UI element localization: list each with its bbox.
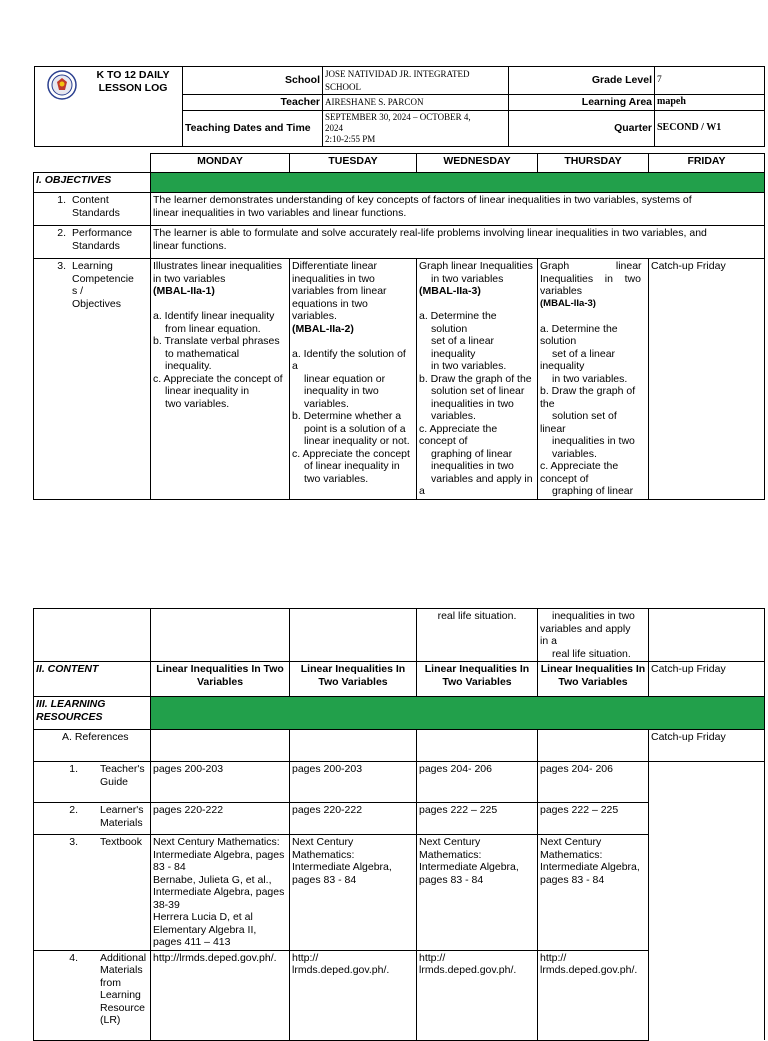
cell-line: Next Century Mathematics: [153, 836, 280, 848]
cell-line: Inequalities in two [540, 272, 641, 285]
thursday-continued [538, 609, 649, 662]
cell-line: of linear inequality in [304, 460, 400, 472]
additional-materials-label: 4. Additional Materials from Learning Resource (LR) [34, 950, 151, 1040]
lm-monday: pages 220-222 [151, 803, 290, 835]
cell-line: http:// [419, 951, 446, 964]
tg-wednesday: pages 204- 206 [417, 762, 538, 803]
cell-line: c. Appreciate the concept [292, 447, 410, 460]
tg-monday: pages 200-203 [151, 762, 290, 803]
cell-line: a. Determine the [540, 322, 618, 335]
cell-line: Intermediate Algebra, [292, 861, 392, 873]
resources-table [33, 608, 765, 1041]
cell-line: two variables. [165, 397, 230, 410]
cell-line: in two variables. [431, 360, 507, 372]
cell-line: b. Draw the graph of [540, 385, 636, 397]
content-wednesday: Linear Inequalities In Two Variables [417, 662, 538, 697]
cell-line: the [540, 397, 555, 410]
cell-line [540, 310, 646, 323]
am-thursday [538, 950, 649, 1040]
cell-line: (MBAL-IIa-2) [292, 322, 354, 335]
performance-standards-text: The learner is able to formulate and solve accurately real-life problems involving linear inequalities in two variables, and linear functions. [151, 226, 765, 259]
cell-line: pages 83 - 84 [540, 873, 605, 886]
cell-line: Elementary Algebra II, [153, 923, 257, 936]
day-header-monday: MONDAY [151, 154, 290, 173]
content-heading: II. CONTENT [34, 662, 151, 697]
tg-thursday: pages 204- 206 [538, 762, 649, 803]
cell-line: solution set of [552, 410, 617, 422]
wednesday-objectives [417, 259, 538, 500]
cell-line: inequalities in two [431, 460, 514, 472]
learners-materials-label: 2. Learner's Materials [34, 803, 151, 835]
cell-line: c. Appreciate the [419, 422, 498, 435]
cell-line: real life situation. [552, 647, 631, 660]
cell-line: variables. [304, 397, 349, 410]
cell-line: Mathematics: [540, 848, 603, 861]
cell-line: variables from linear [292, 285, 387, 297]
area-label: Learning Area [509, 95, 655, 111]
cell-line: (MBAL-IIa-3) [419, 285, 481, 297]
cell-line: a [419, 485, 425, 497]
teacher-label: Teacher [183, 95, 323, 111]
cell-line: graphing of linear [431, 447, 513, 460]
cell-line: Intermediate Algebra, [419, 861, 519, 873]
area-value: mapeh [655, 95, 765, 111]
textbook-label: 3. Textbook [34, 835, 151, 951]
cell-line: in two variables. [552, 372, 628, 385]
cell-line: lrmds.deped.gov.ph/. [540, 964, 638, 976]
cell-line: c. Appreciate the [540, 460, 619, 472]
tb-wednesday [417, 835, 538, 951]
cell-line: pages 83 - 84 [419, 873, 484, 886]
day-header-friday: FRIDAY [649, 154, 765, 173]
cell-line: inequality [540, 360, 585, 372]
cell-line: a. Identify the solution of [292, 347, 406, 360]
cell-line: Intermediate Algebra, [540, 861, 640, 873]
cell-line [292, 335, 414, 348]
tuesday-objectives [290, 259, 417, 500]
am-monday: http://lrmds.deped.gov.ph/. [151, 950, 290, 1040]
lm-tuesday: pages 220-222 [290, 803, 417, 835]
cell-line: in two variables [153, 272, 226, 285]
cell-line: Differentiate linear [292, 260, 378, 272]
cell-line: Graph linear [540, 260, 642, 272]
cell-line: variables and apply in [431, 472, 533, 485]
cell-line: lrmds.deped.gov.ph/. [292, 964, 390, 976]
cell-line: c. Appreciate the concept of [153, 372, 283, 385]
resources-green-bar [151, 697, 765, 730]
day-header-tuesday: TUESDAY [290, 154, 417, 173]
wednesday-continued: real life situation. [417, 609, 538, 662]
learning-resources-heading: III. LEARNING RESOURCES [34, 697, 151, 730]
cell-line: b. Determine whether a [292, 410, 402, 422]
cell-line: inequality. [165, 360, 212, 372]
dates-value: SEPTEMBER 30, 2024 – OCTOBER 4, 2024 2:10-2:55 PM [323, 110, 509, 146]
day-header-thursday: THURSDAY [538, 154, 649, 173]
lm-wednesday: pages 222 – 225 [417, 803, 538, 835]
cell-line: in two variables [431, 272, 504, 285]
cell-line: set of a linear [431, 335, 495, 347]
cell-line: in a [540, 635, 557, 647]
objectives-green-bar [151, 173, 765, 193]
dates-label: Teaching Dates and Time [183, 110, 323, 146]
quarter-value: SECOND / W1 [655, 110, 765, 146]
cell-line: Mathematics: [292, 848, 355, 861]
header-table [34, 66, 765, 147]
quarter-label: Quarter [509, 110, 655, 146]
doc-title-line2: LESSON LOG [98, 81, 168, 94]
cell-line: inequalities in two [292, 272, 375, 285]
cell-line: lrmds.deped.gov.ph/. [419, 964, 517, 976]
cell-line [419, 298, 535, 311]
cell-line: Next Century [419, 836, 481, 848]
cell-line: 83 - 84 [153, 861, 186, 873]
cell-line: graphing of linear [552, 485, 634, 497]
content-monday: Linear Inequalities In Two Variables [151, 662, 290, 697]
cell-line: equations in two [292, 297, 368, 310]
cell-line: a. Identify linear inequality [153, 310, 275, 322]
cell-line: inequality [431, 347, 476, 360]
cell-line: solution [540, 335, 577, 347]
cell-line: to mathematical [165, 347, 240, 360]
cell-line: http:// [540, 951, 567, 964]
cell-line: Illustrates linear inequalities [153, 260, 282, 272]
cell-line: (LR) [100, 1014, 121, 1026]
content-friday: Catch-up Friday [649, 662, 765, 697]
cell-line: two variables. [304, 472, 369, 485]
monday-objectives [151, 259, 290, 500]
cell-line: from linear equation. [165, 322, 261, 335]
cell-line: inequalities in two [431, 397, 514, 410]
tb-thursday [538, 835, 649, 951]
content-thursday: Linear Inequalities In Two Variables [538, 662, 649, 697]
cell-line: (MBAL-IIa-3) [540, 297, 596, 309]
content-tuesday: Linear Inequalities In Two Variables [290, 662, 417, 697]
tg-tuesday: pages 200-203 [290, 762, 417, 803]
cell-line [153, 298, 287, 311]
cell-line: Herrera Lucia D, et al [153, 911, 253, 923]
cell-line: Intermediate Algebra, pages [153, 848, 285, 861]
tb-tuesday [290, 835, 417, 951]
cell-line: Graph linear Inequalities [419, 260, 533, 272]
teachers-guide-label: 1. Teacher's Guide [34, 762, 151, 803]
grade-value: 7 [655, 67, 765, 95]
cell-line: concept of [419, 435, 468, 447]
day-header-wednesday: WEDNESDAY [417, 154, 538, 173]
lm-thursday: pages 222 – 225 [538, 803, 649, 835]
content-standards-text: The learner demonstrates understanding of key concepts of factors of linear inequalities in two variables, systems of linear inequalities in two variables and linear functions. [151, 193, 765, 226]
cell-line: variables. [292, 310, 337, 322]
cell-line: b. Draw the graph of the [419, 372, 532, 385]
logo-cell [35, 67, 183, 147]
thursday-objectives [538, 259, 649, 500]
cell-line: (MBAL-IIa-1) [153, 285, 215, 297]
cell-line: variables [540, 285, 583, 297]
cell-line: a [292, 360, 298, 372]
cell-line: variables. [552, 447, 597, 460]
cell-line: linear inequality or not. [304, 435, 410, 447]
cell-line: inequalities in two [552, 435, 635, 447]
am-tuesday [290, 950, 417, 1040]
cell-line: linear [540, 422, 566, 435]
teacher-value: AIRESHANE S. PARCON [323, 95, 509, 111]
cell-line: set of a linear [552, 347, 616, 360]
cell-line: from [100, 976, 121, 989]
content-standards-label: 1. Content Standards [34, 193, 151, 226]
learning-competencies-label: 3. Learning Competencie s / Objectives [34, 259, 151, 500]
school-value: JOSE NATIVIDAD JR. INTEGRATED SCHOOL [323, 67, 509, 95]
friday-objectives: Catch-up Friday [649, 259, 765, 500]
school-label: School [183, 67, 323, 95]
cell-line: Additional [100, 951, 147, 964]
cell-line: solution [431, 322, 468, 335]
cell-line: inequalities in two [552, 610, 635, 622]
references-label: A. References [34, 730, 151, 762]
cell-line: Learning [100, 989, 141, 1001]
cell-line: pages 83 - 84 [292, 873, 357, 886]
cell-line: linear equation or [304, 372, 386, 385]
deped-seal-icon [47, 70, 77, 100]
cell-line: pages 411 – 413 [153, 936, 231, 948]
cell-line: 38-39 [153, 898, 180, 911]
objectives-heading: I. OBJECTIVES [34, 173, 151, 193]
cell-line: solution set of linear [431, 385, 525, 397]
cell-line: Materials [100, 964, 143, 976]
objectives-table [33, 153, 765, 500]
cell-line: point is a solution of a [304, 422, 406, 435]
cell-line: linear inequality in [165, 385, 250, 397]
cell-line: Resource [100, 1001, 145, 1014]
cell-line: Bernabe, Julieta G, et al., [153, 873, 272, 886]
tb-monday [151, 835, 290, 951]
cell-line: Next Century [540, 836, 602, 848]
grade-label: Grade Level [509, 67, 655, 95]
cell-line: http:// [292, 951, 319, 964]
cell-line: a. Determine the [419, 310, 497, 322]
cell-line: variables and apply [540, 622, 631, 635]
performance-standards-label: 2. Performance Standards [34, 226, 151, 259]
cell-line: variables. [431, 410, 476, 422]
cell-line: b. Translate verbal phrases [153, 335, 280, 347]
references-friday: Catch-up Friday [649, 730, 765, 762]
cell-line: inequality in two [304, 385, 379, 397]
am-wednesday [417, 950, 538, 1040]
doc-title-line1: K TO 12 DAILY [96, 69, 170, 81]
cell-line: Mathematics: [419, 848, 482, 861]
cell-line: Intermediate Algebra, pages [153, 886, 285, 898]
cell-line: concept of [540, 472, 589, 485]
cell-line: Next Century [292, 836, 354, 848]
